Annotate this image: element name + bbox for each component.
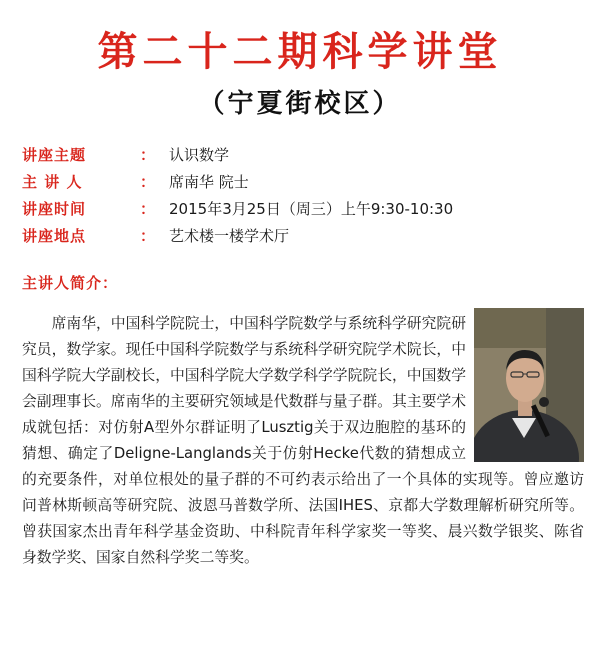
info-separator: ： xyxy=(140,173,156,191)
info-row-location xyxy=(22,223,453,250)
lecture-info xyxy=(22,142,453,250)
info-separator: ： xyxy=(140,200,156,218)
info-value-speaker: 席南华 院士 xyxy=(169,173,249,191)
page-subtitle: （宁夏街校区） xyxy=(198,89,402,119)
info-value-location: 艺术楼一楼学术厅 xyxy=(169,227,290,245)
speaker-bio-text: 席南华，中国科学院院士，中国科学院数学与系统科学研究院研究员，数学家。现任中国科学院数学与系统科学研究院学术院长，中国科学院大学副校长，中国科学院大学数学科学学院院长，中国数学会副理事长。席南华的主要研究领域是代数群与量子群。其主要学术成就包括：对仿射A型外尔群证明了Lusztig关于双边胞腔的基环的猜想、确定了Deligne-Langlands关于仿射Hecke代数的猜想成立的充要条件，对单位根处的量子群的不可约表示给出了一个具体的实现等。曾应邀访问普林斯顿高等研究院、波恩马普数学所、法国IHES、京都大学数理解析研究所等。曾获国家杰出青年科学基金资助、中科院青年科学家奖一等奖、晨兴数学银奖、陈省身数学奖、国家自然科学奖二等奖。 xyxy=(22,315,584,566)
info-label: 讲座时间 xyxy=(22,200,87,218)
info-value-topic: 认识数学 xyxy=(169,146,230,164)
info-label: 讲座地点 xyxy=(22,227,87,245)
info-label: 讲座主题 xyxy=(22,146,87,164)
info-row-speaker xyxy=(22,169,453,196)
info-separator: ： xyxy=(140,227,156,245)
info-separator: ： xyxy=(140,146,156,164)
speaker-intro-heading: 主讲人简介： xyxy=(22,274,119,292)
info-value-time: 2015年3月25日（周三）上午9:30-10:30 xyxy=(169,200,454,218)
info-label: 主 讲 人 xyxy=(22,173,83,191)
speaker-bio xyxy=(22,311,584,571)
info-row-topic xyxy=(22,142,453,169)
page-title: 第二十二期科学讲堂 xyxy=(97,28,503,75)
info-row-time xyxy=(22,196,453,223)
